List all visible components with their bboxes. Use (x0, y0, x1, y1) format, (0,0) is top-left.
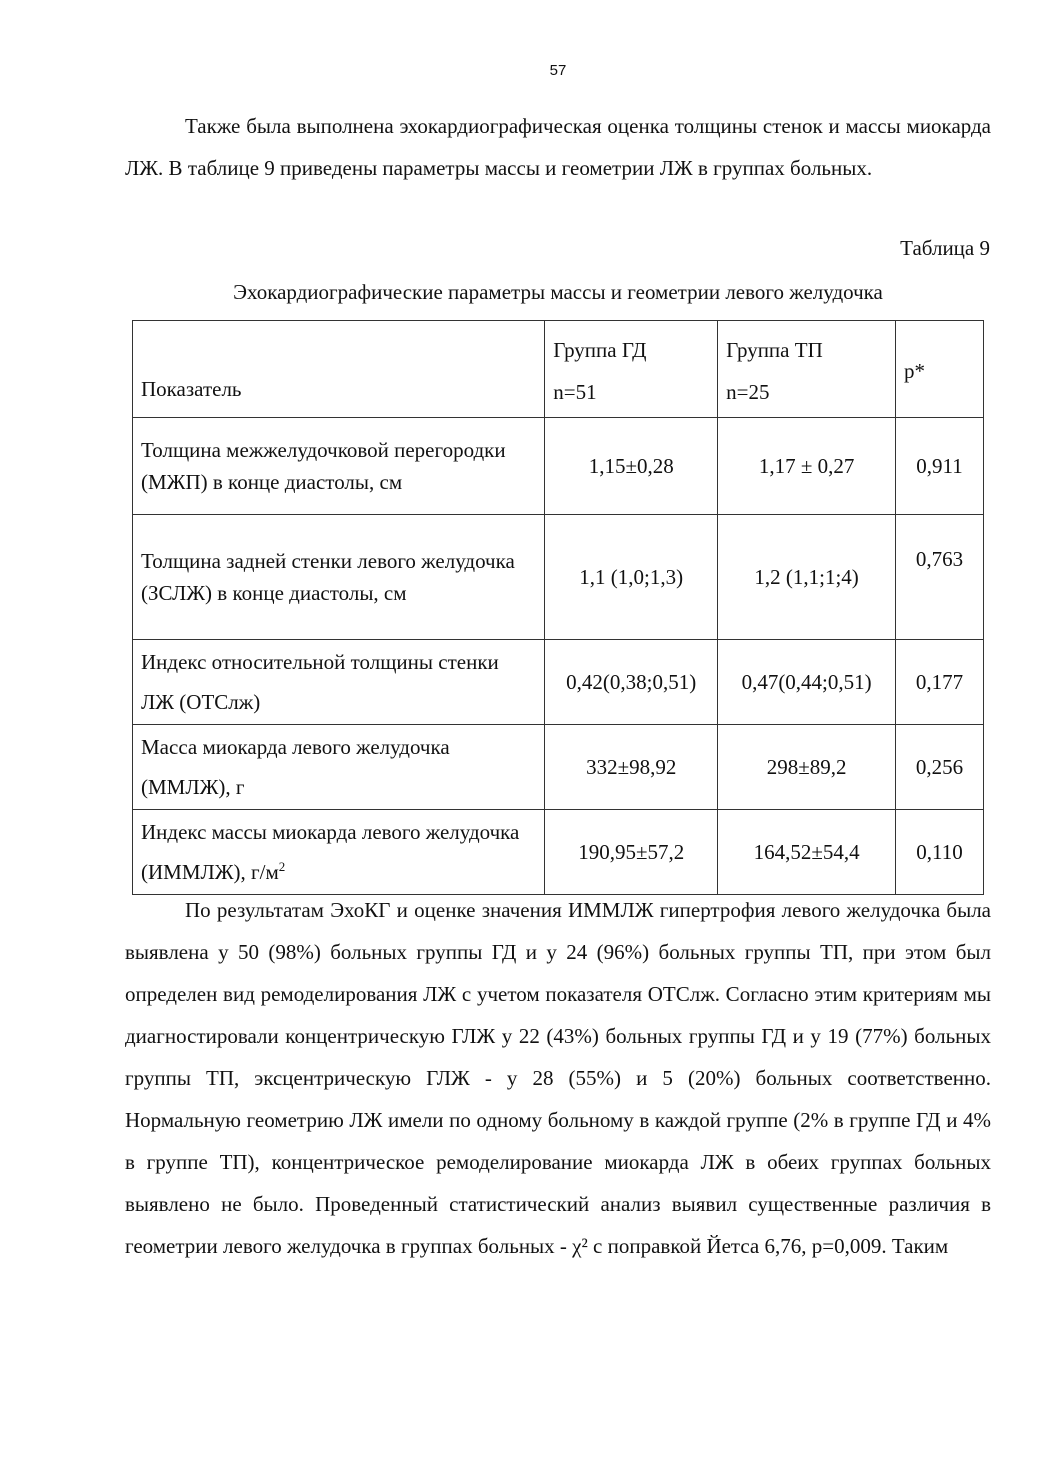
intro-paragraph (125, 105, 991, 189)
row-value-gd: 190,95±57,2 (545, 810, 718, 895)
table-row (133, 418, 984, 515)
row-value-p: 0,256 (896, 725, 984, 810)
table-number-label: Таблица 9 (900, 236, 990, 260)
row-value-p: 0,177 (896, 640, 984, 725)
header-group-gd-label: Группа ГД (553, 338, 647, 362)
header-group-tp-label: Группа ТП (726, 338, 823, 362)
row-value-tp: 298±89,2 (718, 725, 896, 810)
table-title: Эхокардиографические параметры массы и геометрии левого желудочка (233, 280, 883, 304)
table-header-row (133, 321, 984, 418)
row-value-gd: 332±98,92 (545, 725, 718, 810)
header-p-label: p* (904, 359, 926, 383)
table-row (133, 515, 984, 640)
row-value-tp: 0,47(0,44;0,51) (718, 640, 896, 725)
row-value-p: 0,110 (896, 810, 984, 895)
table-row (133, 725, 984, 810)
row-indicator: Масса миокарда левого желудочка (ММЛЖ), г (133, 725, 545, 810)
row-indicator: Толщина межжелудочковой перегородки (МЖП) в конце диастолы, см (133, 418, 545, 515)
row-value-tp: 1,17 ± 0,27 (718, 418, 896, 515)
row-indicator (133, 810, 545, 895)
header-p (896, 321, 984, 418)
row-value-tp: 164,52±54,4 (718, 810, 896, 895)
row-indicator-superscript: 2 (278, 859, 286, 874)
header-indicator (133, 321, 545, 418)
table-row (133, 810, 984, 895)
results-paragraph-text: По результатам ЭхоКГ и оценке значения ИММЛЖ гипертрофия левого желудочка была выявлена у 50 (98%) больных группы ГД и у 24 (96%) больных группы ТП, при этом был определен вид ремоделирования ЛЖ с учетом показателя ОТСлж. Согласно этим критериям мы диагностировали концентрическую ГЛЖ у 22 (43%) больных группы ГД и у 19 (77%) больных группы ТП, эксцентрическую ГЛЖ - у 28 (55%) и 5 (20%) больных соответственно. Нормальную геометрию ЛЖ имели по одному больному в каждой группе (2% в группе ГД и 4% в группе ТП), концентрическое ремоделирование миокарда ЛЖ в обеих группах больных выявлено не было. Проведенный статистический анализ выявил существенные различия в геометрии левого желудочка в группах больных - χ² с поправкой Йетса 6,76, p=0,009. Таким (125, 898, 991, 1258)
row-value-gd: 0,42(0,38;0,51) (545, 640, 718, 725)
intro-paragraph-text: Также была выполнена эхокардиографическая оценка толщины стенок и массы миокарда ЛЖ. В таблице 9 приведены параметры массы и геометрии ЛЖ в группах больных. (125, 114, 991, 180)
echo-parameters-table (132, 320, 984, 895)
row-value-gd: 1,1 (1,0;1,3) (545, 515, 718, 640)
header-indicator-label: Показатель (141, 377, 242, 401)
header-group-gd-n: n=51 (553, 380, 597, 404)
row-value-gd: 1,15±0,28 (545, 418, 718, 515)
page-number: 57 (549, 62, 567, 79)
row-value-p: 0,763 (896, 515, 984, 640)
table-row (133, 640, 984, 725)
header-group-gd (545, 321, 718, 418)
header-group-tp (718, 321, 896, 418)
row-value-p: 0,911 (896, 418, 984, 515)
row-indicator-text: Индекс массы миокарда левого желудочка (ИММЛЖ), г/м (141, 820, 520, 884)
row-value-tp: 1,2 (1,1;1;4) (718, 515, 896, 640)
header-group-tp-n: n=25 (726, 380, 770, 404)
row-indicator: Индекс относительной толщины стенки ЛЖ (ОТСлж) (133, 640, 545, 725)
results-paragraph (125, 889, 991, 1267)
row-indicator: Толщина задней стенки левого желудочка (ЗСЛЖ) в конце диастолы, см (133, 515, 545, 640)
